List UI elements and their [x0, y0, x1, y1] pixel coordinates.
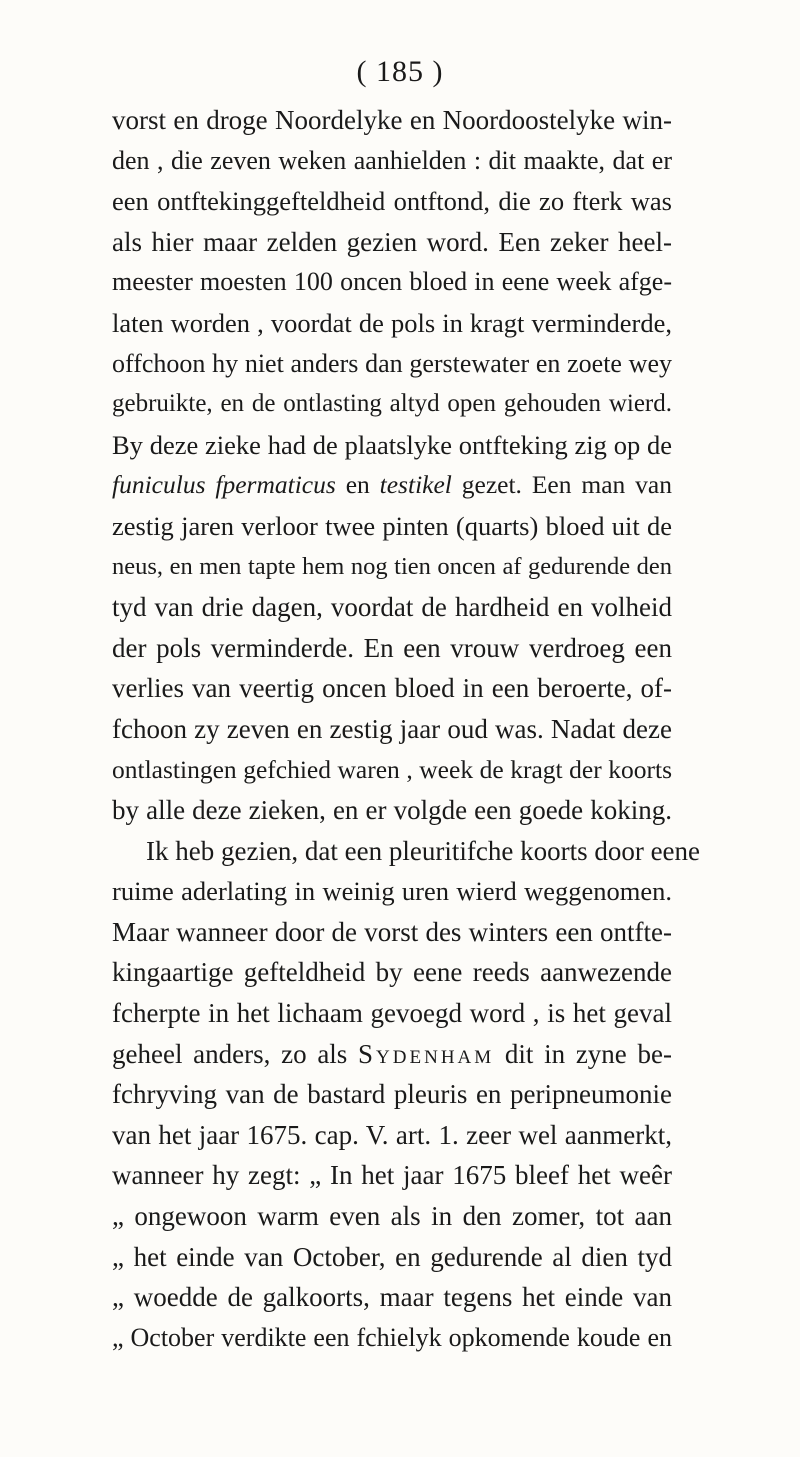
text-line: den , die zeven weken aanhielden : dit maakte, dat er	[112, 145, 672, 175]
text-line: tyd van drie dagen, voordat de hardheid en volheid	[112, 592, 672, 623]
text-line: by alle deze zieken, en er volgde een goede koking.	[112, 795, 672, 826]
text-fragment: en	[335, 470, 380, 500]
latin-term: funiculus fpermaticus	[112, 470, 336, 500]
quote-line: „ het einde van October, en gedurende al dien tyd	[112, 1241, 672, 1272]
text-line: van het jaar 1675. cap. V. art. 1. zeer wel aanmerkt,	[112, 1119, 672, 1150]
quote-line: „ woedde de galkoorts, maar tegens het einde van	[112, 1282, 672, 1313]
text-line: fchryving van de bastard pleuris en peripneumonie	[112, 1079, 672, 1110]
text-line: fchoon zy zeven en zestig jaar oud was. Nadat deze	[112, 713, 672, 744]
text-line: kingaartige gefteldheid by eene reeds aanwezende	[112, 957, 672, 988]
latin-term: testikel	[379, 470, 452, 500]
text-line: verlies van veertig oncen bloed in een beroerte, of-	[112, 673, 672, 704]
body-text	[112, 100, 701, 1358]
text-line: fcherpte in het lichaam gevoegd word , is het geval	[112, 998, 672, 1029]
quote-line: „ October verdikte een fchielyk opkomende koude en	[112, 1322, 672, 1352]
text-fragment: gezet. Een man van	[451, 470, 672, 500]
text-line: neus, en men tapte hem nog tien oncen af gedurende den	[112, 552, 672, 580]
text-line: offchoon hy niet anders dan gerstewater en zoete wey	[112, 348, 672, 378]
text-line: der pols verminderde. En een vrouw verdroeg een	[112, 632, 672, 663]
text-line: By deze zieke had de plaatslyke ontfteking zig op de	[112, 429, 672, 460]
paragraph-start: Ik heb gezien, dat een pleuritifche koorts door eene	[146, 835, 701, 866]
text-line-sydenham	[112, 1034, 672, 1075]
text-fragment: geheel anders, zo als	[112, 1038, 359, 1069]
text-line: wanneer hy zegt: „ In het jaar 1675 bleef het weêr	[112, 1160, 672, 1191]
text-line-latin	[112, 465, 672, 506]
text-line: ontlastingen gefchied waren , week de kragt der koorts	[112, 754, 672, 784]
text-line: vorst en droge Noordelyke en Noordoostelyke win-	[112, 105, 672, 135]
text-line: meester moesten 100 oncen bloed in eene week afge-	[112, 267, 672, 297]
text-line: gebruikte, en de ontlasting altyd open gehouden wierd.	[112, 390, 672, 418]
text-line: een ontftekinggefteldheid ontftond, die zo fterk was	[112, 186, 672, 217]
author-name: Sydenham	[358, 1038, 495, 1069]
page-number: ( 185 )	[356, 55, 444, 88]
quote-line: „ ongewoon warm even als in den zomer, tot aan	[112, 1201, 672, 1232]
text-line: laten worden , voordat de pols in kragt verminderde,	[112, 307, 672, 338]
text-line: zestig jaren verloor twee pinten (quarts) bloed uit de	[112, 510, 672, 541]
text-line: ruime aderlating in weinig uren wierd weggenomen.	[112, 876, 672, 907]
text-line: Maar wanneer door de vorst des winters een ontfte-	[112, 916, 672, 947]
text-fragment: dit in zyne be-	[494, 1038, 672, 1069]
text-line: als hier maar zelden gezien word. Een zeker heel-	[112, 226, 672, 257]
